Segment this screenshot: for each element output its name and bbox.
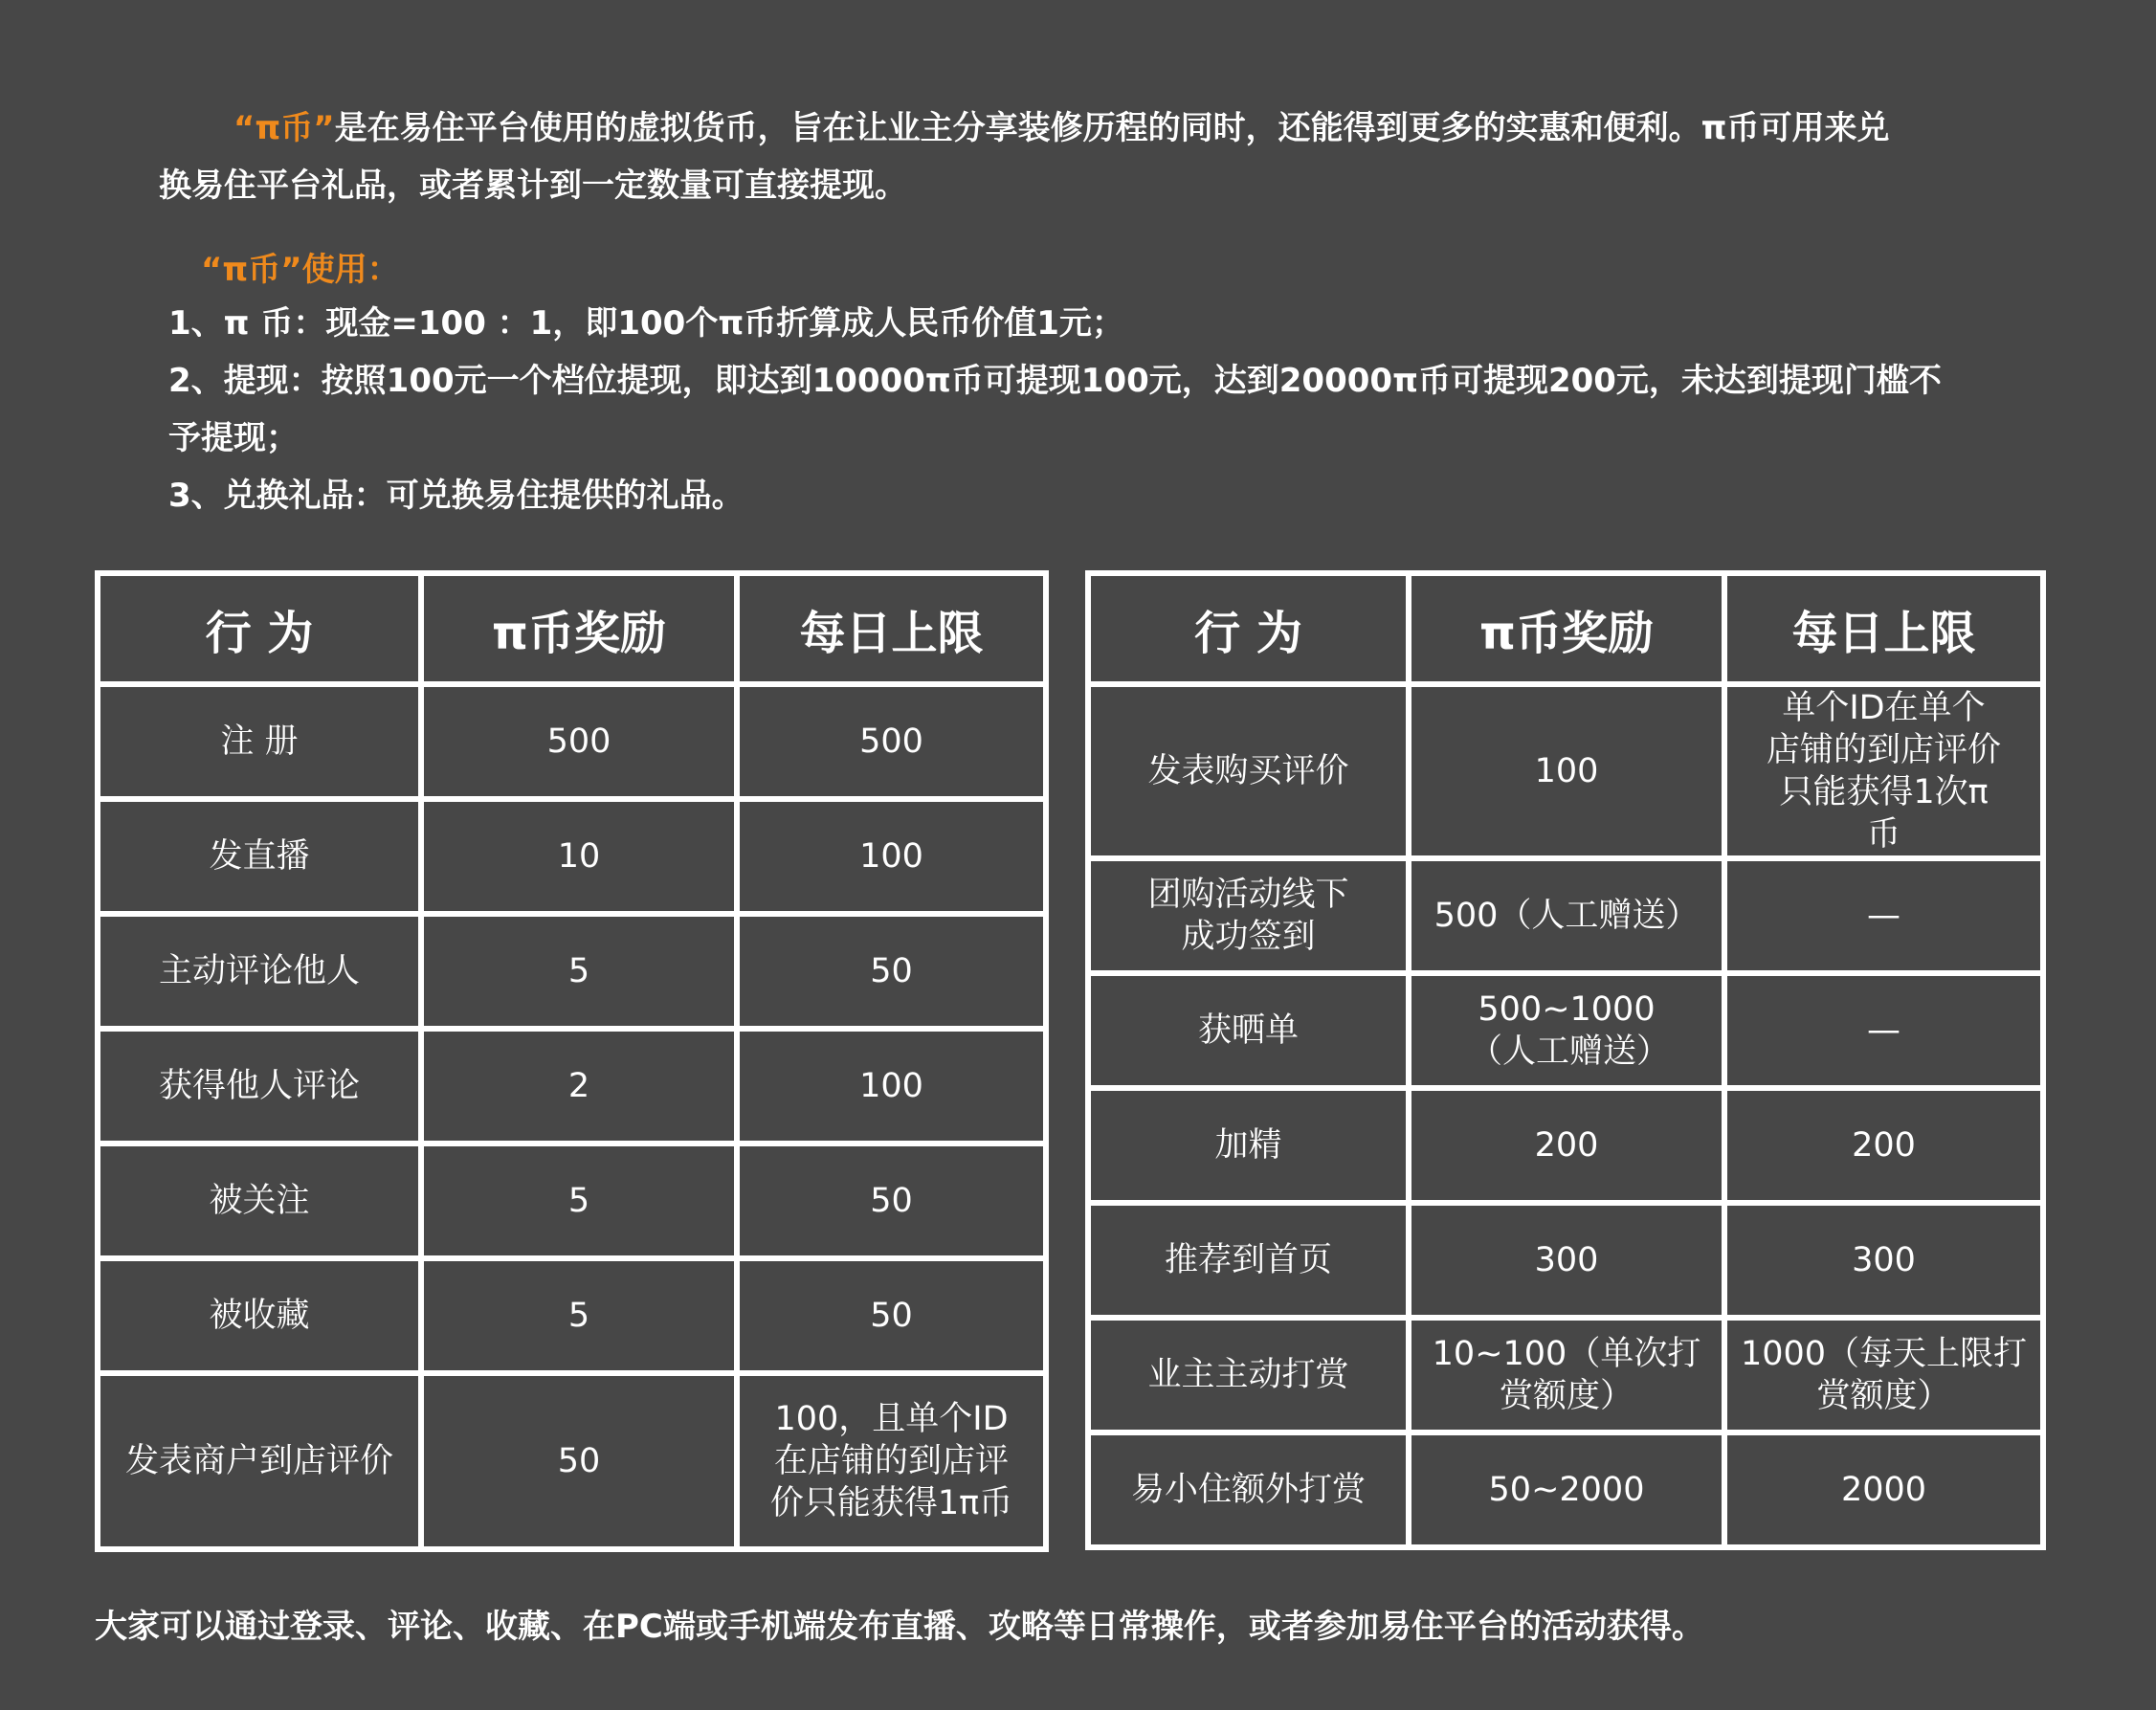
behavior-cell: 加精 [1088, 1088, 1409, 1203]
reward-cell: 200 [1409, 1088, 1724, 1203]
behavior-cell: 发表购买评价 [1088, 684, 1409, 858]
reward-cell: 5 [421, 1144, 737, 1258]
reward-cell: 10~100（单次打赏额度） [1409, 1318, 1724, 1432]
limit-cell: 200 [1724, 1088, 2043, 1203]
rule-item: 予提现； [168, 419, 299, 457]
reward-cell: 100 [1409, 684, 1724, 858]
reward-cell: 5 [421, 1258, 737, 1373]
table-row [1088, 1432, 2043, 1547]
reward-table-left [95, 570, 1049, 1552]
limit-cell: 100 [737, 799, 1046, 914]
table-row [1088, 1203, 2043, 1318]
limit-cell: — [1724, 973, 2043, 1088]
reward-cell: 10 [421, 799, 737, 914]
behavior-cell: 团购活动线下成功签到 [1088, 858, 1409, 973]
table-row [98, 914, 1046, 1029]
table-header-row [98, 573, 1046, 684]
limit-cell: 2000 [1724, 1432, 2043, 1547]
reward-cell: 500~1000（人工赠送） [1409, 973, 1724, 1088]
intro-paragraph [159, 100, 1958, 214]
table-row [98, 684, 1046, 799]
table-row [98, 799, 1046, 914]
table-row [1088, 1088, 2043, 1203]
behavior-cell: 被收藏 [98, 1258, 421, 1373]
behavior-cell: 获晒单 [1088, 973, 1409, 1088]
header-behavior: 行 为 [1088, 573, 1409, 684]
table-row [1088, 858, 2043, 973]
reward-cell: 50 [421, 1373, 737, 1549]
intro-line-2: 换易住平台礼品，或者累计到一定数量可直接提现。 [159, 167, 907, 205]
footer-note: 大家可以通过登录、评论、收藏、在PC端或手机端发布直播、攻略等日常操作，或者参加易住平台的活动获得。 [95, 1608, 1704, 1646]
limit-cell: 50 [737, 914, 1046, 1029]
limit-cell: 100 [737, 1029, 1046, 1144]
behavior-cell: 发直播 [98, 799, 421, 914]
reward-cell: 500（人工赠送） [1409, 858, 1724, 973]
reward-cell: 50~2000 [1409, 1432, 1724, 1547]
table-row [98, 1029, 1046, 1144]
behavior-cell: 主动评论他人 [98, 914, 421, 1029]
limit-cell: 50 [737, 1144, 1046, 1258]
rule-item: 3、兑换礼品：可兑换易住提供的礼品。 [168, 477, 745, 515]
table-header-row [1088, 573, 2043, 684]
table-row [98, 1258, 1046, 1373]
rule-item: 1、π 币：现金=100 ：1，即100个π币折算成人民币价值1元； [168, 304, 1124, 343]
limit-cell: — [1724, 858, 2043, 973]
reward-table-right [1085, 570, 2046, 1550]
rule-item: 2、提现：按照100元一个档位提现，即达到10000π币可提现100元，达到20000π币可提现200元，未达到提现门槛不 [168, 362, 1942, 400]
usage-title: “π币”使用： [201, 251, 400, 289]
reward-cell: 5 [421, 914, 737, 1029]
table-row [98, 1373, 1046, 1549]
intro-text-1: 是在易住平台使用的虚拟货币，旨在让业主分享装修历程的同时，还能得到更多的实惠和便利。π币可用来兑 [334, 109, 1890, 147]
usage-rules [168, 295, 1948, 524]
header-daily-limit: 每日上限 [737, 573, 1046, 684]
limit-cell: 单个ID在单个店铺的到店评价只能获得1次π币 [1724, 684, 2043, 858]
limit-cell: 100，且单个ID在店铺的到店评价只能获得1π币 [737, 1373, 1046, 1549]
behavior-cell: 获得他人评论 [98, 1029, 421, 1144]
limit-cell: 50 [737, 1258, 1046, 1373]
limit-cell: 500 [737, 684, 1046, 799]
table-row [1088, 684, 2043, 858]
reward-cell: 2 [421, 1029, 737, 1144]
pi-coin-term: “π币” [233, 109, 335, 147]
behavior-cell: 易小住额外打赏 [1088, 1432, 1409, 1547]
table-row [1088, 973, 2043, 1088]
table-row [1088, 1318, 2043, 1432]
reward-cell: 500 [421, 684, 737, 799]
intro-line-1 [233, 100, 1958, 157]
limit-cell: 300 [1724, 1203, 2043, 1318]
header-reward: π币奖励 [1409, 573, 1724, 684]
behavior-cell: 发表商户到店评价 [98, 1373, 421, 1549]
limit-cell: 1000（每天上限打赏额度） [1724, 1318, 2043, 1432]
header-daily-limit: 每日上限 [1724, 573, 2043, 684]
header-reward: π币奖励 [421, 573, 737, 684]
behavior-cell: 被关注 [98, 1144, 421, 1258]
reward-cell: 300 [1409, 1203, 1724, 1318]
behavior-cell: 业主主动打赏 [1088, 1318, 1409, 1432]
behavior-cell: 推荐到首页 [1088, 1203, 1409, 1318]
header-behavior: 行 为 [98, 573, 421, 684]
behavior-cell: 注 册 [98, 684, 421, 799]
table-row [98, 1144, 1046, 1258]
